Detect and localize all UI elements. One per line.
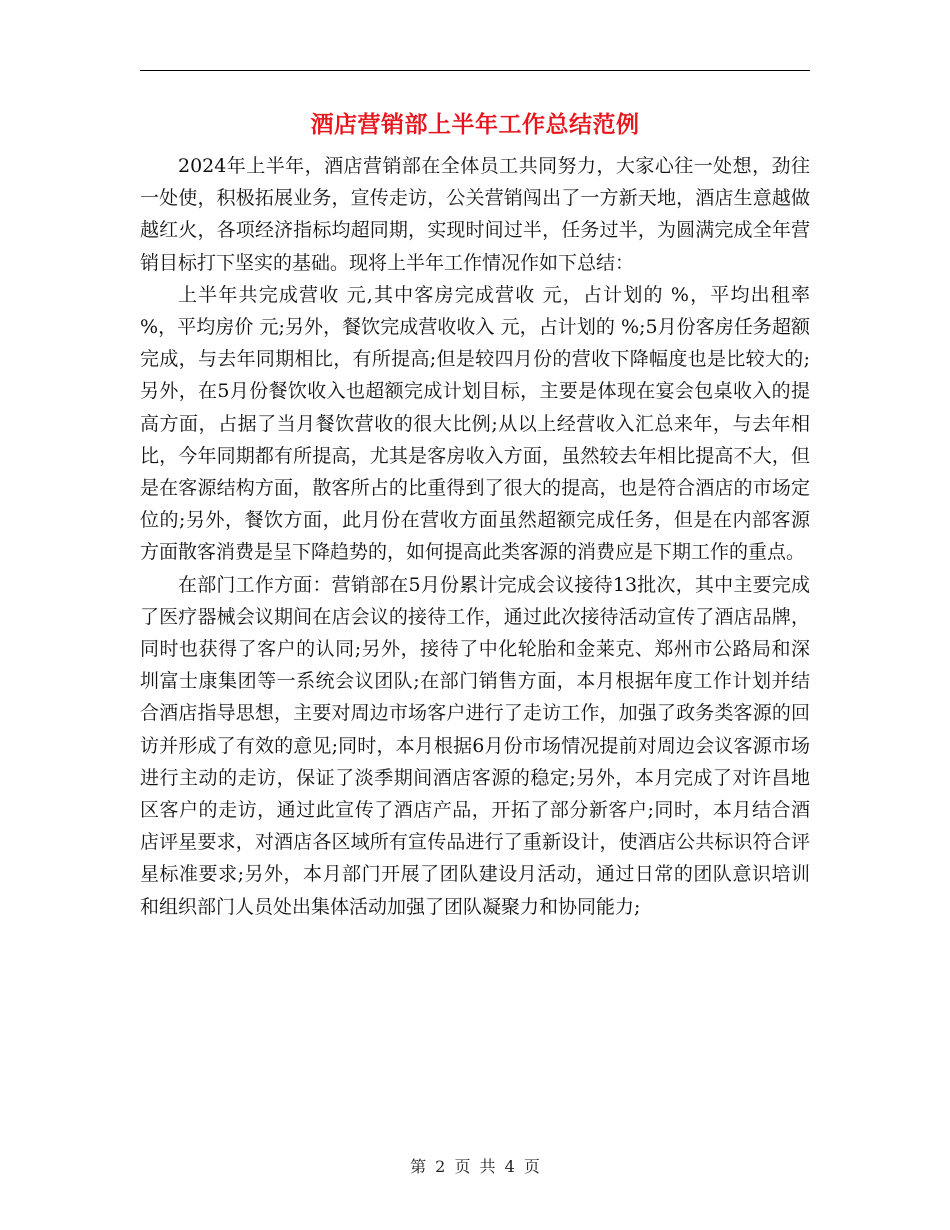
- paragraph-department-work: 在部门工作方面：营销部在5月份累计完成会议接待13批次，其中主要完成了医疗器械会议期间在店会议的接待工作，通过此次接待活动宣传了酒店品牌，同时也获得了客户的认同;另外，接待了中化轮胎和金莱克、郑州市公路局和深圳富士康集团等一系统会议团队;在部门销售方面，本月根据年度工作计划并结合酒店指导思想，主要对周边市场客户进行了走访工作，加强了政务类客源的回访并形成了有效的意见;同时，本月根据6月份市场情况提前对周边会议客源市场进行主动的走访，保证了淡季期间酒店客源的稳定;另外，本月完成了对许昌地区客户的走访，通过此宣传了酒店产品，开拓了部分新客户;同时，本月结合酒店评星要求，对酒店各区域所有宣传品进行了重新设计，使酒店公共标识符合评星标准要求;另外，本月部门开展了团队建设月活动，通过日常的团队意识培训和组织部门人员处出集体活动加强了团队凝聚力和协同能力;: [140, 573, 810, 918]
- document-body: [140, 150, 810, 923]
- header-rule: [140, 70, 810, 71]
- paragraph-revenue: 上半年共完成营收 元,其中客房完成营收 元，占计划的 %，平均出租率 %，平均房价 元;另外，餐饮完成营收收入 元，占计划的 %;5月份客房任务超额完成，与去年同期相比，有所提高;但是较四月份的营收下降幅度也是比较大的;另外，在5月份餐饮收入也超额完成计划目标，主要是体现在宴会包桌收入的提高方面，占据了当月餐饮营收的很大比例;从以上经营收入汇总来年，与去年相比，今年同期都有所提高，尤其是客房收入方面，虽然较去年相比提高不大，但是在客源结构方面，散客所占的比重得到了很大的提高，也是符合酒店的市场定位的;另外，餐饮方面，此月份在营收方面虽然超额完成任务，但是在内部客源方面散客消费是呈下降趋势的，如何提高此类客源的消费应是下期工作的重点。: [140, 283, 810, 564]
- document-title: 酒店营销部上半年工作总结范例: [310, 111, 640, 138]
- page-footer: 第 2 页 共 4 页: [410, 1157, 540, 1176]
- paragraph-intro: 2024年上半年，酒店营销部在全体员工共同努力，大家心往一处想，劲往一处使，积极拓展业务，宣传走访，公关营销闯出了一方新天地，酒店生意越做越红火，各项经济指标均超同期，实现时间过半，任务过半，为圆满完成全年营销目标打下坚实的基础。现将上半年工作情况作如下总结：: [140, 155, 810, 274]
